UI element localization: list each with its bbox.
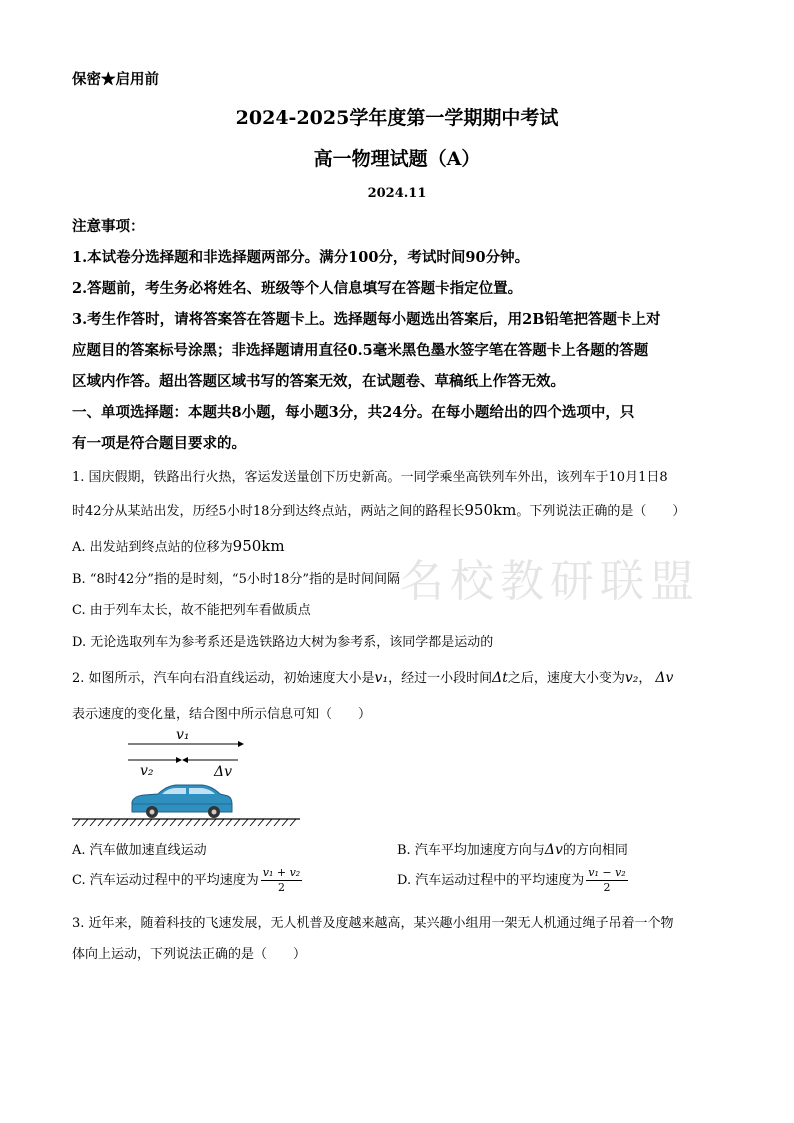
- q3-stem-line-2: 体向上运动，下列说法正确的是（ ）: [72, 947, 307, 962]
- q1-option-b[interactable]: B. “8时42分”指的是时刻，“5小时18分”指的是时间间隔: [72, 572, 401, 587]
- q2-velocity-diagram: [72, 724, 304, 830]
- q2-option-b-dv: Δv: [544, 842, 563, 858]
- q2-stem-b: ，经过一小段时间: [388, 671, 493, 686]
- q2-option-b-tail: 的方向相同: [562, 843, 628, 858]
- q2-v1-symbol: v₁: [374, 670, 389, 686]
- dv-label: Δv: [214, 764, 233, 780]
- q1-stem-line-1: 1. 国庆假期，铁路出行火热，客运发送量创下历史新高。一同学乘坐高铁列车外出，该列车于10月1日8: [72, 470, 668, 485]
- q1-option-a-value: 950km: [232, 537, 285, 555]
- car-icon: [132, 785, 232, 818]
- q1-option-a-text: A. 出发站到终点站的位移为: [72, 540, 233, 555]
- v1-label: v₁: [176, 727, 190, 743]
- q2-option-b[interactable]: [397, 839, 628, 858]
- q2-option-d[interactable]: [397, 866, 628, 895]
- q2-stem-line-1: [72, 667, 673, 686]
- q2-stem-d: ，: [638, 671, 652, 686]
- q2-stem-a: 2. 如图所示，汽车向右沿直线运动，初始速度大小是: [72, 671, 375, 686]
- q1-option-c[interactable]: C. 由于列车太长，故不能把列车看做质点: [72, 603, 311, 618]
- v2-arrow-head: [176, 757, 182, 763]
- dv-arrow-head: [182, 757, 188, 763]
- q2-v2-symbol: v₂: [624, 670, 639, 686]
- exam-title: 2024-2025学年度第一学期期中考试: [235, 107, 559, 129]
- q2-stem-c: 之后，速度大小变为: [507, 671, 625, 686]
- q2-stem-line-2: 表示速度的变化量，结合图中所示信息可知（ ）: [72, 707, 372, 722]
- q2-option-a[interactable]: A. 汽车做加速直线运动: [72, 843, 207, 858]
- q1-distance: 950km: [464, 501, 517, 519]
- q1-option-d[interactable]: D. 无论选取列车为参考系还是选铁路边大树为参考系，该同学都是运动的: [72, 635, 494, 650]
- note-3-line-1: 3.考生作答时，请将答案答在答题卡上。选择题每小题选出答案后，用2B铅笔把答题卡上对: [72, 311, 661, 328]
- section-1-line-1: 一、单项选择题：本题共8小题，每小题3分，共24分。在每小题给出的四个选项中，只: [72, 404, 635, 421]
- q1-stem-text: 时42分从某站出发，历经5小时18分到达终点站，两站之间的路程长: [72, 504, 465, 519]
- v1-arrow-head: [238, 741, 244, 747]
- ground-hatch: [74, 819, 296, 826]
- q3-stem-line-1: 3. 近年来，随着科技的飞速发展，无人机普及度越来越高，某兴趣小组用一架无人机通过绳子吊着一个物: [72, 916, 674, 931]
- note-1: 1.本试卷分选择题和非选择题两部分。满分100分，考试时间90分钟。: [72, 249, 530, 266]
- q2-option-c[interactable]: [72, 866, 302, 895]
- note-2: 2.答题前，考生务必将姓名、班级等个人信息填写在答题卡指定位置。: [72, 280, 523, 297]
- q2-option-c-fraction: $\frac{\text{v₁ + v₂}}{2}$: [262, 866, 301, 894]
- q2-option-c-text: C. 汽车运动过程中的平均速度为: [72, 873, 259, 888]
- q2-option-b-text: B. 汽车平均加速度方向与: [397, 843, 545, 858]
- q1-stem-tail: 。下列说法正确的是（ ）: [516, 504, 686, 519]
- watermark: 名校教研联盟: [400, 556, 700, 607]
- note-3-line-3: 区域内作答。超出答题区域书写的答案无效，在试题卷、草稿纸上作答无效。: [72, 373, 565, 390]
- exam-subtitle: 高一物理试题（A）: [313, 148, 481, 170]
- v2-label: v₂: [140, 763, 154, 779]
- notes-heading: 注意事项：: [72, 218, 145, 235]
- q1-stem-line-2: [72, 500, 685, 519]
- q2-dv-symbol: Δv: [655, 670, 674, 686]
- q1-option-a[interactable]: [72, 536, 285, 555]
- secrecy-label: 保密★启用前: [72, 71, 159, 88]
- note-3-line-2: 应题目的答案标号涂黑；非选择题请用直径0.5毫米黑色墨水签字笔在答题卡上各题的答题: [72, 342, 649, 359]
- exam-date: 2024.11: [367, 186, 427, 201]
- q2-dt-symbol: Δt: [492, 670, 508, 686]
- q2-option-d-fraction: $\frac{\text{v₁ − v₂}}{2}$: [588, 866, 626, 894]
- q2-option-d-text: D. 汽车运动过程中的平均速度为: [397, 873, 585, 888]
- section-1-line-2: 有一项是符合题目要求的。: [72, 435, 246, 452]
